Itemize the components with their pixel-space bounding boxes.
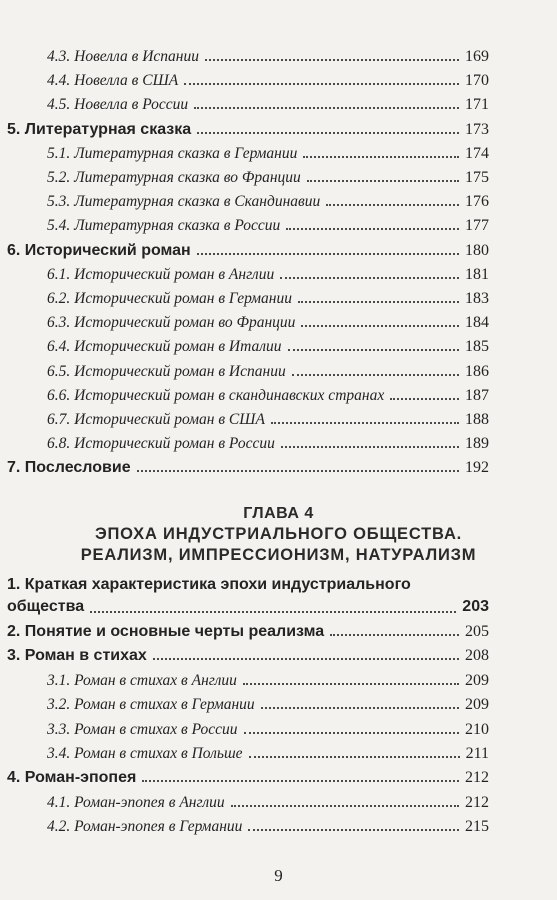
toc-entry-page: 187 [465,386,489,404]
toc-entry[interactable] [47,211,489,235]
leader-dots [271,422,459,424]
page-number: 9 [274,866,283,885]
toc-entry-label: 6.8. Исторический роман в России [47,435,275,453]
toc-entry-label: 4.5. Новелла в России [47,96,189,114]
toc-entry[interactable] [47,788,489,812]
leader-dots [261,707,459,709]
toc-entry-page: 181 [465,265,489,283]
toc-entry-label: 6.3. Исторический роман во Франции [47,314,296,332]
leader-dots [231,805,459,807]
toc-entry-page: 203 [462,598,489,615]
toc-entry[interactable] [47,381,489,405]
leader-dots [197,253,459,255]
leader-dots [248,829,459,831]
toc-entry-label: 6.2. Исторический роман в Германии [47,290,292,307]
toc-entry-label: 6.1. Исторический роман в Англии [47,265,275,283]
toc-entry[interactable] [7,641,489,665]
leader-dots [90,611,456,613]
toc-entry-label: 6.4. Исторический роман в Италии [47,338,282,356]
leader-dots [153,658,459,660]
toc-entry-label: 2. Понятие и основные черты реализма [7,623,325,640]
toc-entry[interactable] [47,715,489,739]
toc-entry-label: 5.4. Литературная сказка в России [47,217,281,235]
toc-entry[interactable] [47,284,489,308]
toc-entry-label-line1: 1. Краткая характеристика эпохи индустриального [7,576,411,593]
toc-entry-page: 212 [465,793,489,811]
toc-entry[interactable] [47,405,489,429]
toc-entry-page: 210 [465,720,489,738]
toc-entry-page: 174 [465,144,489,162]
toc-entry-page: 184 [465,314,489,332]
toc-entry-label: 6.6. Исторический роман в скандинавских странах [47,386,385,404]
toc-entry-page: 173 [465,120,489,138]
leader-dots [205,59,459,61]
leader-dots [184,83,459,85]
toc-entry[interactable] [7,617,489,641]
leader-dots [286,228,459,230]
toc-entry[interactable] [47,187,489,211]
leader-dots [249,756,460,758]
toc-entry-label: 3.1. Роман в стихах в Англии [47,671,237,689]
toc-entry-label: 4.4. Новелла в США [47,72,179,90]
leader-dots [244,732,459,734]
toc-entry-page: 177 [465,217,489,235]
leader-dots [142,780,459,782]
toc-entry-1[interactable] [7,570,489,618]
toc-entry-page: 176 [465,193,489,211]
leader-dots [194,107,459,109]
toc-entry[interactable] [7,115,489,139]
toc-entry-label: 5.1. Литературная сказка в Германии [47,144,298,162]
toc-entry-page: 183 [465,290,489,307]
toc-entry[interactable] [47,260,489,284]
chapter-subtitle: РЕАЛИЗМ, ИМПРЕССИОНИЗМ, НАТУРАЛИЗМ [80,546,477,564]
toc-entry-page: 189 [465,435,489,453]
toc-entry-label-line2: общества [7,598,85,615]
toc-entry-page: 170 [465,72,489,90]
toc-entry[interactable] [47,332,489,356]
toc-entry-label: 4.2. Роман-эпопея в Германии [47,818,243,836]
toc-entry[interactable] [47,139,489,163]
toc-entry-label: 4.3. Новелла в Испании [47,48,199,65]
toc-entry-page: 188 [465,411,489,428]
toc-entry-label: 4. Роман-эпопея [7,769,137,787]
toc-entry-page: 185 [465,338,489,356]
toc-entry[interactable] [47,429,489,453]
chapter-number: ГЛАВА 4 [243,505,314,522]
toc-entry-page: 180 [465,241,489,259]
toc-entry[interactable] [47,308,489,332]
leader-dots [280,277,459,279]
toc-entry-page: 215 [465,818,489,836]
toc-entry-label: 5. Литературная сказка [7,120,192,138]
toc-entry-page: 211 [465,745,489,762]
toc-entry-label: 5.2. Литературная сказка во Франции [47,169,301,186]
leader-dots [292,374,459,376]
toc-entry-label: 6. Исторический роман [7,241,191,259]
toc-entry-label: 3.3. Роман в стихах в России [47,720,238,738]
leader-dots [197,132,459,134]
toc-entry-label-line2-wrap [7,596,489,618]
toc-entry-page: 208 [465,647,489,665]
toc-entry-page: 186 [465,362,489,380]
leader-dots [307,180,459,182]
toc-entry-label [7,574,489,618]
toc-entry-page: 169 [465,48,489,65]
leader-dots [281,446,459,448]
leader-dots [288,349,459,351]
chapter-heading [0,505,557,565]
toc-entry[interactable] [47,812,489,836]
leader-dots [390,398,459,400]
toc-entry-label: 6.7. Исторический роман в США [47,411,265,428]
toc-entry-page: 192 [465,459,489,477]
toc-entry[interactable] [47,90,489,114]
toc-entry-page: 205 [465,623,489,640]
toc-entry[interactable] [47,739,489,763]
toc-entry-label: 4.1. Роман-эпопея в Англии [47,793,225,811]
toc-entry[interactable] [47,357,489,381]
toc-entry[interactable] [7,763,489,787]
toc-entry-page: 175 [465,169,489,186]
toc-entry-label: 6.5. Исторический роман в Испании [47,362,286,380]
toc-entry-label: 3.4. Роман в стихах в Польше [47,745,243,762]
leader-dots [303,156,459,158]
toc-entry-page: 209 [465,696,489,714]
toc-entry-label: 3. Роман в стихах [7,647,147,665]
toc-entry[interactable] [7,453,489,477]
toc-entry[interactable] [47,690,489,714]
toc-entry-page: 209 [465,671,489,689]
chapter-title: ЭПОХА ИНДУСТРИАЛЬНОГО ОБЩЕСТВА. [94,525,463,543]
toc-entry[interactable] [47,42,489,66]
leader-dots [330,634,459,636]
toc-entry[interactable] [47,666,489,690]
leader-dots [137,470,459,472]
leader-dots [301,325,459,327]
toc-entry-label: 5.3. Литературная сказка в Скандинавии [47,193,321,211]
leader-dots [243,683,459,685]
toc-entry-label: 7. Послесловие [7,459,131,477]
toc-entry[interactable] [47,163,489,187]
toc-entry-page: 171 [465,96,489,114]
leader-dots [298,301,459,303]
leader-dots [326,204,459,206]
toc-entry-page: 212 [465,769,489,787]
toc-entry-label: 3.2. Роман в стихах в Германии [47,696,255,714]
toc-entry[interactable] [47,66,489,90]
toc-entry[interactable] [7,236,489,260]
